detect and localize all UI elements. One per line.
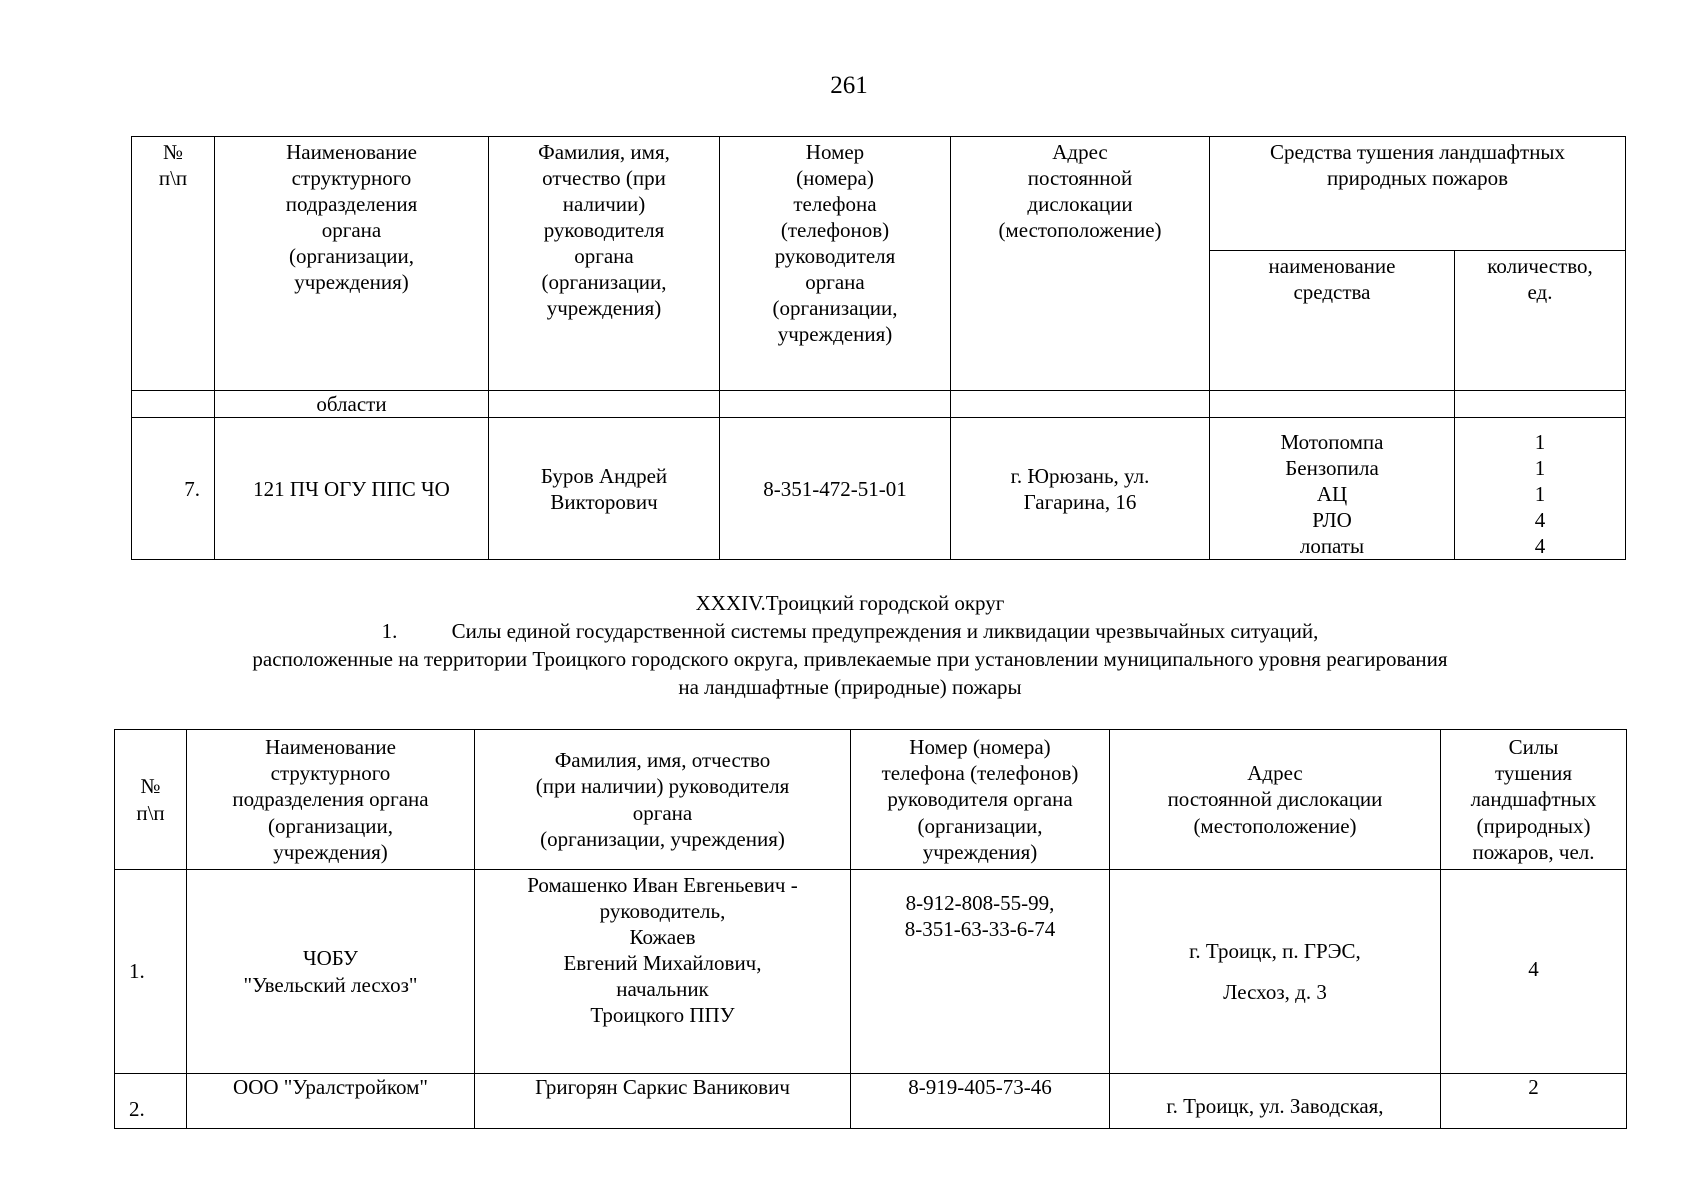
person-name: Ромашенко Иван Евгеньевич - руководитель, Кожаев Евгений Михайлович, начальник Троицкого ППУ: [475, 870, 851, 1074]
header-unit: Наименование структурного подразделения органа (организации, учреждения): [215, 137, 489, 391]
header-means-qty: количество, ед.: [1455, 251, 1626, 391]
header-address: Адрес постоянной дислокации (местоположение): [1110, 730, 1441, 870]
header-num: № п\п: [132, 137, 215, 391]
person-name: Григорян Саркис Ваникович: [475, 1074, 851, 1129]
table-header-row: [132, 137, 1626, 251]
table-header-row: [115, 730, 1627, 870]
address: г. Юрюзань, ул. Гагарина, 16: [951, 418, 1210, 560]
continuation-cell: области: [215, 391, 489, 418]
means-list: Мотопомпа Бензопила АЦ РЛО лопаты: [1210, 418, 1455, 560]
item-number: 1.: [381, 619, 398, 643]
header-unit: Наименование структурного подразделения органа (организации, учреждения): [187, 730, 475, 870]
header-person: Фамилия, имя, отчество (при наличии) руководителя органа (организации, учреждения): [475, 730, 851, 870]
table-row: [132, 418, 1626, 560]
forces-count: 2: [1441, 1074, 1627, 1129]
unit-name: 121 ПЧ ОГУ ППС ЧО: [215, 418, 489, 560]
section-title: XXXIV.Троицкий городской округ: [695, 591, 1005, 615]
row-number: 1.: [115, 870, 187, 1074]
header-num: № п\п: [115, 730, 187, 870]
phone-number: 8-919-405-73-46: [851, 1074, 1110, 1129]
table-row: [132, 391, 1626, 418]
page-number: 261: [830, 72, 868, 99]
header-phone: Номер (номера) телефона (телефонов) руководителя органа (организации, учреждения): [851, 730, 1110, 870]
forces-table-continued: [131, 136, 1626, 560]
row-number: 2.: [115, 1074, 187, 1129]
forces-count: 4: [1441, 870, 1627, 1074]
header-person: Фамилия, имя, отчество (при наличии) руководителя органа (организации, учреждения): [489, 137, 720, 391]
section-line-3: на ландшафтные (природные) пожары: [678, 675, 1022, 699]
phone-number: 8-912-808-55-99, 8-351-63-33-6-74: [851, 870, 1110, 1074]
header-fire-means: Средства тушения ландшафтных природных пожаров: [1210, 137, 1626, 251]
table-row: [115, 870, 1627, 1074]
section-heading: [150, 589, 1550, 701]
header-address: Адрес постоянной дислокации (местоположение): [951, 137, 1210, 391]
header-means-name: наименование средства: [1210, 251, 1455, 391]
table-row: [115, 1074, 1627, 1129]
troitsk-forces-table: [114, 729, 1627, 1129]
header-forces: Силы тушения ландшафтных (природных) пожаров, чел.: [1441, 730, 1627, 870]
unit-name: ООО "Уралстройком": [187, 1074, 475, 1129]
address: г. Троицк, ул. Заводская,: [1110, 1074, 1441, 1129]
address: г. Троицк, п. ГРЭС, Лесхоз, д. 3: [1110, 870, 1441, 1074]
row-number: 7.: [132, 418, 215, 560]
phone-number: 8-351-472-51-01: [720, 418, 951, 560]
person-name: Буров Андрей Викторович: [489, 418, 720, 560]
section-item-line: 1. Силы единой государственной системы предупреждения и ликвидации чрезвычайных ситуаций,: [381, 619, 1319, 643]
header-phone: Номер (номера) телефона (телефонов) руководителя органа (организации, учреждения): [720, 137, 951, 391]
quantity-list: 1 1 1 4 4: [1455, 418, 1626, 560]
unit-name: ЧОБУ "Увельский лесхоз": [187, 870, 475, 1074]
section-line-2: расположенные на территории Троицкого городского округа, привлекаемые при установлении муниципального уровня реагирования: [252, 647, 1448, 671]
